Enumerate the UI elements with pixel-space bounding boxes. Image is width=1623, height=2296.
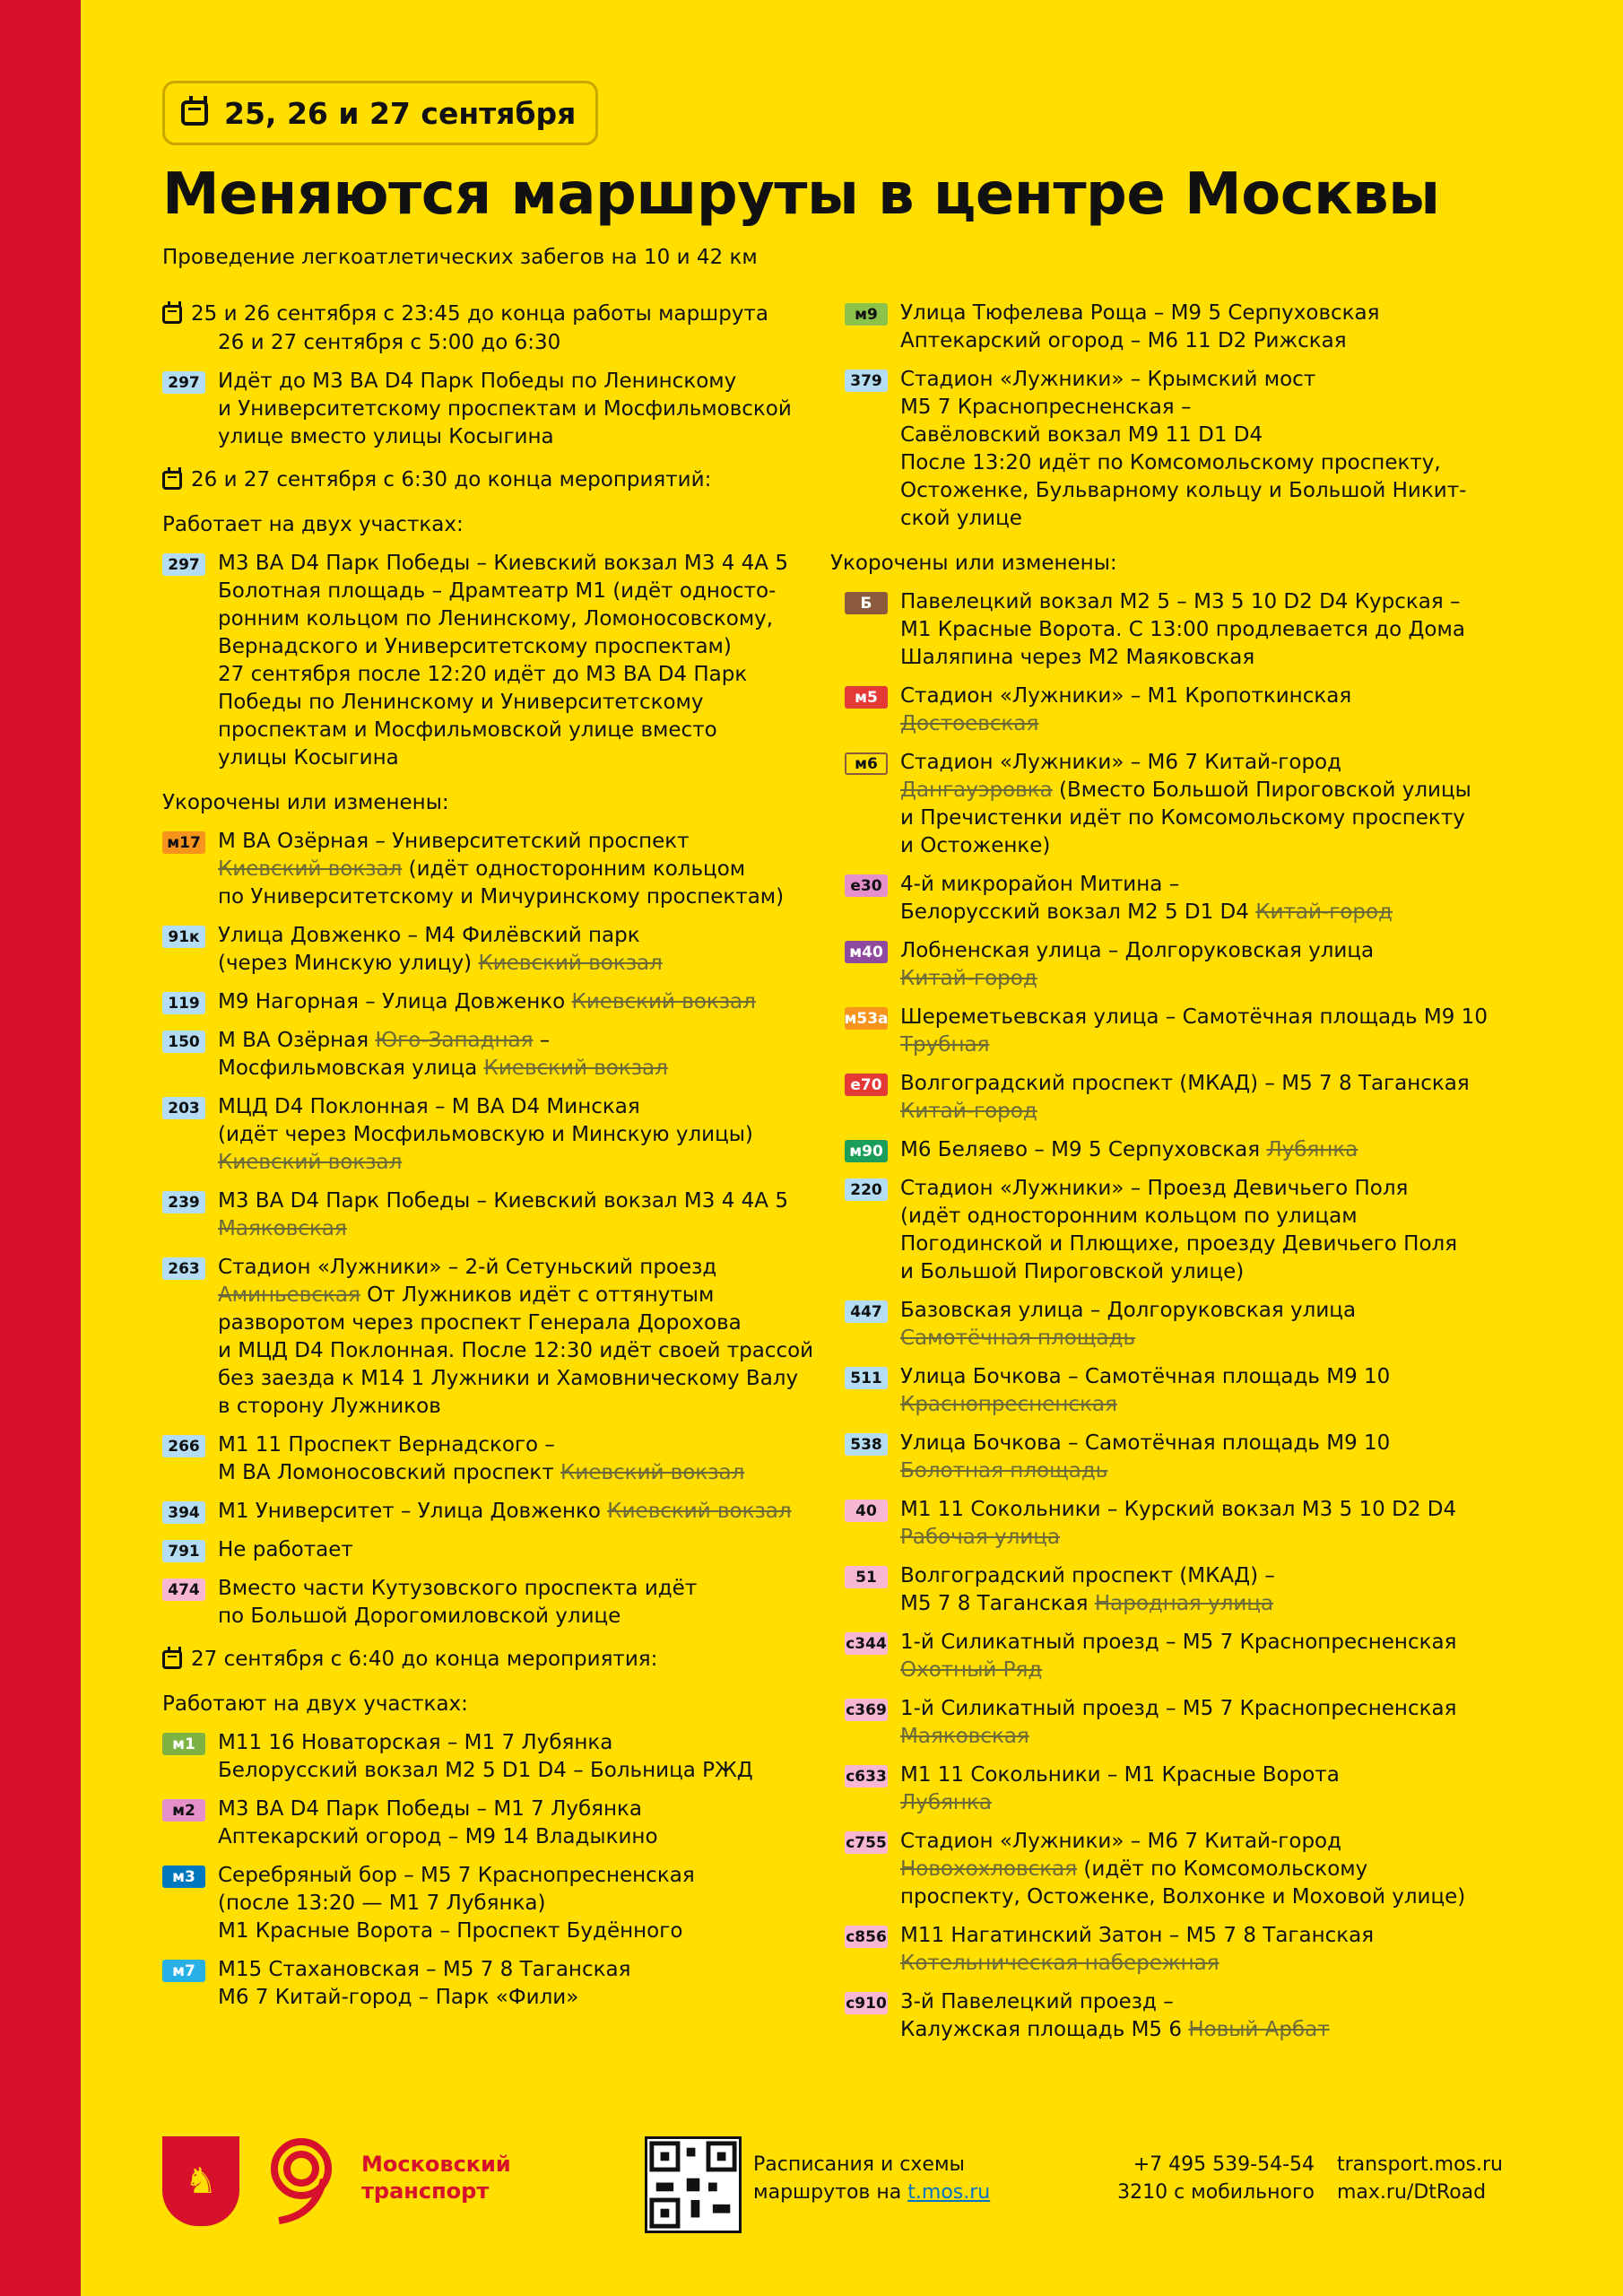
route-text: Стадион «Лужники» – 2-й Сетуньский проезд — [218, 1256, 717, 1279]
route-text: Болотная площадь – Драмтеатр М1 (идёт односто- — [218, 579, 777, 603]
route-badge: 263 — [162, 1257, 205, 1280]
route-538 — [845, 1430, 1517, 1485]
route-text: М15 Стахановская – М5 7 8 Таганская — [218, 1958, 631, 1981]
route-150 — [162, 1027, 826, 1083]
schedule-text: Расписания и схемы — [753, 2153, 965, 2176]
route-badge: с910 — [845, 1992, 888, 2014]
route-511 — [845, 1363, 1517, 1419]
route-text: Савёловский вокзал М9 11 D1 D4 — [900, 423, 1263, 447]
route-text: М11 Нагатинский Затон – М5 7 8 Таганская — [900, 1924, 1375, 1947]
phone-number[interactable]: +7 495 539-54-54 — [1133, 2153, 1315, 2176]
cancelled-stop: Китай-город — [900, 1100, 1037, 1123]
route-220 — [845, 1175, 1517, 1286]
route-text: Калужская площадь М5 6 — [900, 2018, 1189, 2041]
route-text: М3 ВА D4 Парк Победы – Киевский вокзал М3 4 4A 5 — [218, 1189, 788, 1213]
route-badge: 791 — [162, 1540, 205, 1562]
route-badge: м17 — [162, 831, 205, 854]
section-label: Работают на двух участках: — [162, 1692, 468, 1716]
route-791 — [162, 1536, 826, 1564]
route-badge: 266 — [162, 1435, 205, 1457]
route-text: 4-й микрорайон Митина – — [900, 873, 1180, 896]
route-text: М ВА Озёрная — [218, 1029, 376, 1052]
cancelled-stop: Киевский вокзал — [218, 857, 403, 881]
period-text: 27 сентября с 6:40 до конца мероприятия: — [191, 1648, 658, 1671]
route-text: М ВА Ломоносовский проспект — [218, 1461, 561, 1484]
route-text: М1 Красные Ворота. С 13:00 продлевается до Дома — [900, 618, 1465, 641]
route-text: Вернадского и Университетскому проспектам) — [218, 635, 732, 658]
cancelled-stop: Дангауэровка — [900, 778, 1053, 802]
cancelled-stop: Охотный Ряд — [900, 1658, 1043, 1682]
route-badge: 91к — [162, 926, 205, 948]
route-badge: 394 — [162, 1501, 205, 1524]
route-badge: м3 — [162, 1866, 205, 1888]
route-c856 — [845, 1922, 1517, 1978]
route-text: проспекту, Остоженке, Волхонке и Моховой улице) — [900, 1885, 1466, 1909]
route-text: М1 Университет – Улица Довженко — [218, 1500, 608, 1523]
calendar-icon — [181, 100, 208, 126]
route-text: (идёт односторонним кольцом по улицам — [900, 1205, 1358, 1228]
route-badge: с344 — [845, 1632, 888, 1655]
route-text: Базовская улица – Долгоруковская улица — [900, 1299, 1357, 1322]
left-red-stripe — [0, 0, 81, 2296]
route-text: и Остоженке) — [900, 834, 1051, 857]
route-badge: е30 — [845, 874, 888, 897]
route-m40 — [845, 937, 1517, 993]
route-badge: с856 — [845, 1926, 888, 1948]
period-text: 26 и 27 сентября с 5:00 до 6:30 — [218, 331, 561, 354]
route-badge: м5 — [845, 686, 888, 709]
route-c369 — [845, 1695, 1517, 1751]
brand-line: Московский — [361, 2152, 511, 2177]
route-text: М ВА Озёрная – Университетский проспект — [218, 830, 690, 853]
route-e30 — [845, 871, 1517, 926]
route-badge: 203 — [162, 1097, 205, 1119]
route-266 — [162, 1431, 826, 1487]
cancelled-stop: Киевский вокзал — [218, 1151, 403, 1174]
cancelled-stop: Киевский вокзал — [483, 1057, 668, 1080]
route-text: Улица Тюфелева Роща – М9 5 Серпуховская — [900, 301, 1380, 325]
route-badge: м53а — [845, 1007, 888, 1030]
period-header — [162, 1645, 826, 1674]
route-badge: м2 — [162, 1799, 205, 1822]
route-m5 — [845, 683, 1517, 738]
route-text: Аптекарский огород – М6 11 D2 Рижская — [900, 329, 1347, 352]
cancelled-stop: Болотная площадь — [900, 1459, 1108, 1483]
route-text: Мосфильмовская улица — [218, 1057, 484, 1080]
route-badge: м1 — [162, 1733, 205, 1755]
route-text: После 13:20 идёт по Комсомольскому проспекту, — [900, 451, 1441, 474]
route-text: (идёт по Комсомольскому — [1077, 1857, 1368, 1881]
route-51 — [845, 1562, 1517, 1618]
route-text: 1-й Силикатный проезд – М5 7 Краснопресненская — [900, 1697, 1457, 1720]
route-text: М3 ВА D4 Парк Победы – Киевский вокзал М3 4 4A 5 — [218, 552, 788, 575]
date-text: 25, 26 и 27 сентября — [224, 95, 577, 131]
cancelled-stop: Киевский вокзал — [560, 1461, 745, 1484]
route-394 — [162, 1498, 826, 1526]
route-text: и МЦД D4 Поклонная. После 12:30 идёт своей трассой — [218, 1339, 814, 1362]
cancelled-stop: Маяковская — [900, 1725, 1029, 1748]
route-text: Погодинской и Плющихе, проезду Девичьего Поля — [900, 1232, 1458, 1256]
route-text: От Лужников идёт с оттянутым — [360, 1283, 715, 1307]
route-text: М1 Красные Ворота – Проспект Будённого — [218, 1919, 683, 1943]
route-text: и Большой Пироговской улице) — [900, 1260, 1245, 1283]
route-m9 — [845, 300, 1517, 355]
cancelled-stop: Краснопресненская — [900, 1393, 1117, 1416]
cancelled-stop: Новый Арбат — [1188, 2018, 1330, 2041]
route-badge: м7 — [162, 1960, 205, 1982]
route-badge: м6 — [845, 752, 888, 775]
cancelled-stop: Рабочая улица — [900, 1526, 1061, 1549]
schedule-info — [753, 2151, 990, 2206]
route-c344 — [845, 1629, 1517, 1684]
cancelled-stop: Народная улица — [1094, 1592, 1274, 1615]
route-text: Идёт до М3 ВА D4 Парк Победы по Ленинскому — [218, 370, 737, 393]
route-text: разворотом через проспект Генерала Дорохова — [218, 1311, 742, 1335]
route-badge: 220 — [845, 1178, 888, 1201]
tmos-link[interactable]: t.mos.ru — [907, 2181, 991, 2204]
route-text: по Большой Дорогомиловской улице — [218, 1605, 621, 1628]
cancelled-stop: Лубянка — [1266, 1138, 1358, 1161]
route-379 — [845, 366, 1517, 533]
route-badge: 538 — [845, 1433, 888, 1456]
site-link[interactable]: transport.mos.ru — [1337, 2153, 1503, 2176]
cancelled-stop: Лубянка — [900, 1791, 992, 1814]
cancelled-stop: Юго-Западная — [375, 1029, 534, 1052]
route-text: М5 7 8 Таганская — [900, 1592, 1095, 1615]
brand-name — [361, 2151, 511, 2205]
section-label: Работает на двух участках: — [162, 513, 464, 536]
contact-sites — [1337, 2151, 1503, 2206]
route-203 — [162, 1093, 826, 1177]
route-text: (после 13:20 — М1 7 Лубянка) — [218, 1892, 546, 1915]
route-badge: 379 — [845, 370, 888, 392]
period-text: 26 и 27 сентября с 6:30 до конца мероприятий: — [191, 468, 712, 491]
route-297 — [162, 550, 826, 772]
route-text: 3-й Павелецкий проезд – — [900, 1990, 1174, 2013]
route-c633 — [845, 1761, 1517, 1817]
moscow-transport-logo-icon — [261, 2135, 342, 2224]
cancelled-stop: Китай-город — [1255, 900, 1393, 924]
route-text: Не работает — [218, 1538, 353, 1561]
route-badge: 51 — [845, 1566, 888, 1588]
route-m53a — [845, 1004, 1517, 1059]
route-m2 — [162, 1796, 826, 1851]
route-text: М1 11 Сокольники – М1 Красные Ворота — [900, 1763, 1340, 1787]
route-text: улицы Косыгина — [218, 746, 399, 770]
route-text: 27 сентября после 12:20 идёт до М3 ВА D4 Парк — [218, 663, 748, 686]
route-badge: 511 — [845, 1367, 888, 1389]
route-text: ской улице — [900, 507, 1022, 530]
route-text: – — [533, 1029, 551, 1052]
cancelled-stop: Киевский вокзал — [478, 952, 663, 975]
route-text: Стадион «Лужники» – Крымский мост — [900, 368, 1316, 391]
route-c910 — [845, 1988, 1517, 2044]
route-badge: Б — [845, 592, 888, 614]
calendar-icon — [162, 471, 182, 490]
route-m7 — [162, 1956, 826, 2012]
route-text: (идёт односторонним кольцом — [402, 857, 746, 881]
section-label: Укорочены или изменены: — [830, 552, 1117, 575]
cancelled-stop: Новохохловская — [900, 1857, 1078, 1881]
route-badge: 474 — [162, 1578, 205, 1601]
cancelled-stop: Киевский вокзал — [607, 1500, 792, 1523]
left-column — [162, 285, 826, 2012]
route-badge: 40 — [845, 1500, 888, 1522]
date-badge — [162, 81, 598, 145]
route-m90 — [845, 1136, 1517, 1164]
section-label: Укорочены или изменены: — [162, 791, 449, 814]
route-text: М1 11 Сокольники – Курский вокзал М3 5 10 D2 D4 — [900, 1498, 1457, 1521]
route-m3 — [162, 1862, 826, 1945]
route-text: Волгоградский проспект (МКАД) – М5 7 8 Таганская — [900, 1072, 1470, 1095]
route-text: Улица Бочкова – Самотёчная площадь М9 10 — [900, 1365, 1391, 1388]
site-link[interactable]: max.ru/DtRoad — [1337, 2181, 1487, 2204]
route-badge: е70 — [845, 1074, 888, 1096]
period-header — [162, 300, 826, 357]
right-column — [830, 285, 1517, 2044]
cancelled-stop: Китай-город — [900, 967, 1037, 990]
route-text: Улица Бочкова – Самотёчная площадь М9 10 — [900, 1431, 1391, 1455]
route-text: М1 11 Проспект Вернадского – — [218, 1433, 555, 1457]
route-badge: 239 — [162, 1191, 205, 1213]
route-text: без заезда к М14 1 Лужники и Хамовническому Валу — [218, 1367, 799, 1390]
route-m1 — [162, 1729, 826, 1785]
moscow-coat-of-arms-icon: ♞ — [162, 2136, 239, 2226]
route-text: Павелецкий вокзал М2 5 – М3 5 10 D2 D4 Курская – — [900, 590, 1461, 613]
route-text: М6 Беляево – М9 5 Серпуховская — [900, 1138, 1267, 1161]
route-text: Шаляпина через М2 Маяковская — [900, 646, 1255, 669]
cancelled-stop: Маяковская — [218, 1217, 347, 1240]
route-text: М6 7 Китай-город – Парк «Фили» — [218, 1986, 579, 2009]
route-447 — [845, 1297, 1517, 1352]
route-text: Улица Довженко – М4 Филёвский парк — [218, 924, 640, 947]
route-239 — [162, 1187, 826, 1243]
mobile-number: 3210 с мобильного — [1117, 2181, 1315, 2204]
route-c755 — [845, 1828, 1517, 1911]
route-text: Аптекарский огород – М9 14 Владыкино — [218, 1825, 658, 1848]
route-text: и Пречистенки идёт по Комсомольскому проспекту — [900, 806, 1465, 830]
route-263 — [162, 1254, 826, 1421]
route-text: по Университетскому и Мичуринскому проспектам) — [218, 885, 785, 909]
route-text: Вместо части Кутузовского проспекта идёт — [218, 1577, 698, 1600]
route-badge: м90 — [845, 1140, 888, 1162]
cancelled-stop: Достоевская — [900, 712, 1039, 735]
footer — [162, 2135, 1507, 2233]
route-badge: 150 — [162, 1031, 205, 1053]
route-text: Стадион «Лужники» – Проезд Девичьего Поля — [900, 1177, 1409, 1200]
cancelled-stop: Киевский вокзал — [571, 990, 756, 1013]
cancelled-stop: Аминьевская — [218, 1283, 360, 1307]
route-text: проспектам и Мосфильмовской улице вместо — [218, 718, 717, 742]
route-text: Стадион «Лужники» – М6 7 Китай-город — [900, 751, 1342, 774]
qr-code-icon[interactable] — [645, 2136, 742, 2233]
route-297 — [162, 368, 826, 451]
route-text: (через Минскую улицу) — [218, 952, 479, 975]
route-text: 1-й Силикатный проезд – М5 7 Краснопресненская — [900, 1631, 1457, 1654]
cancelled-stop: Котельническая набережная — [900, 1952, 1219, 1975]
page-title: Меняются маршруты в центре Москвы — [162, 161, 1440, 228]
route-badge: 119 — [162, 992, 205, 1014]
route-badge: м9 — [845, 303, 888, 326]
contact-phone — [1104, 2151, 1315, 2206]
route-474 — [162, 1575, 826, 1631]
route-badge: м40 — [845, 941, 888, 963]
route-text: Белорусский вокзал М2 5 D1 D4 — [900, 900, 1256, 924]
period-header — [162, 465, 826, 494]
route-badge: 447 — [845, 1300, 888, 1323]
route-text: ронним кольцом по Ленинскому, Ломоносовскому, — [218, 607, 774, 631]
cancelled-stop: Трубная — [900, 1033, 990, 1057]
route-text: МЦД D4 Поклонная – М ВА D4 Минская — [218, 1095, 640, 1118]
route-m17 — [162, 828, 826, 911]
schedule-text: маршрутов на — [753, 2181, 908, 2204]
route-text: Волгоградский проспект (МКАД) – — [900, 1564, 1275, 1587]
route-text: М5 7 Краснопресненская – — [900, 396, 1192, 419]
period-text: 25 и 26 сентября с 23:45 до конца работы маршрута — [191, 302, 768, 326]
route-text: Победы по Ленинскому и Университетскому — [218, 691, 704, 714]
route-text: Серебряный бор – М5 7 Краснопресненская — [218, 1864, 695, 1887]
route-40 — [845, 1496, 1517, 1552]
route-119 — [162, 988, 826, 1016]
route-badge: 297 — [162, 371, 205, 394]
route-text: Остоженке, Бульварному кольцу и Большой Никит- — [900, 479, 1467, 502]
route-badge: с755 — [845, 1831, 888, 1854]
route-text: и Университетскому проспектам и Мосфильмовской — [218, 397, 792, 421]
calendar-icon — [162, 305, 182, 324]
route-text: Лобненская улица – Долгоруковская улица — [900, 939, 1375, 962]
route-text: Стадион «Лужники» – М6 7 Китай-город — [900, 1830, 1342, 1853]
route-text: М3 ВА D4 Парк Победы – М1 7 Лубянка — [218, 1797, 643, 1821]
route-badge: с369 — [845, 1699, 888, 1721]
cancelled-stop: Самотёчная площадь — [900, 1326, 1136, 1350]
route-text: в сторону Лужников — [218, 1395, 441, 1418]
route-91k — [162, 922, 826, 978]
route-B — [845, 588, 1517, 672]
route-text: улице вместо улицы Косыгина — [218, 425, 554, 448]
route-text: Шереметьевская улица – Самотёчная площадь М9 10 — [900, 1005, 1488, 1029]
route-text: М9 Нагорная – Улица Довженко — [218, 990, 572, 1013]
route-e70 — [845, 1070, 1517, 1126]
route-text: М11 16 Новаторская – М1 7 Лубянка — [218, 1731, 613, 1754]
route-m6 — [845, 749, 1517, 860]
route-text: Стадион «Лужники» – М1 Кропоткинская — [900, 684, 1352, 708]
calendar-icon — [162, 1650, 182, 1669]
route-badge: с633 — [845, 1765, 888, 1787]
route-badge: 297 — [162, 553, 205, 576]
route-text: Белорусский вокзал М2 5 D1 D4 – Больница РЖД — [218, 1759, 753, 1782]
brand-line: транспорт — [361, 2179, 490, 2204]
route-text: (Вместо Большой Пироговской улицы — [1052, 778, 1471, 802]
page-subtitle: Проведение легкоатлетических забегов на 10 и 42 км — [162, 246, 758, 269]
route-text: (идёт через Мосфильмовскую и Минскую улицы) — [218, 1123, 753, 1146]
